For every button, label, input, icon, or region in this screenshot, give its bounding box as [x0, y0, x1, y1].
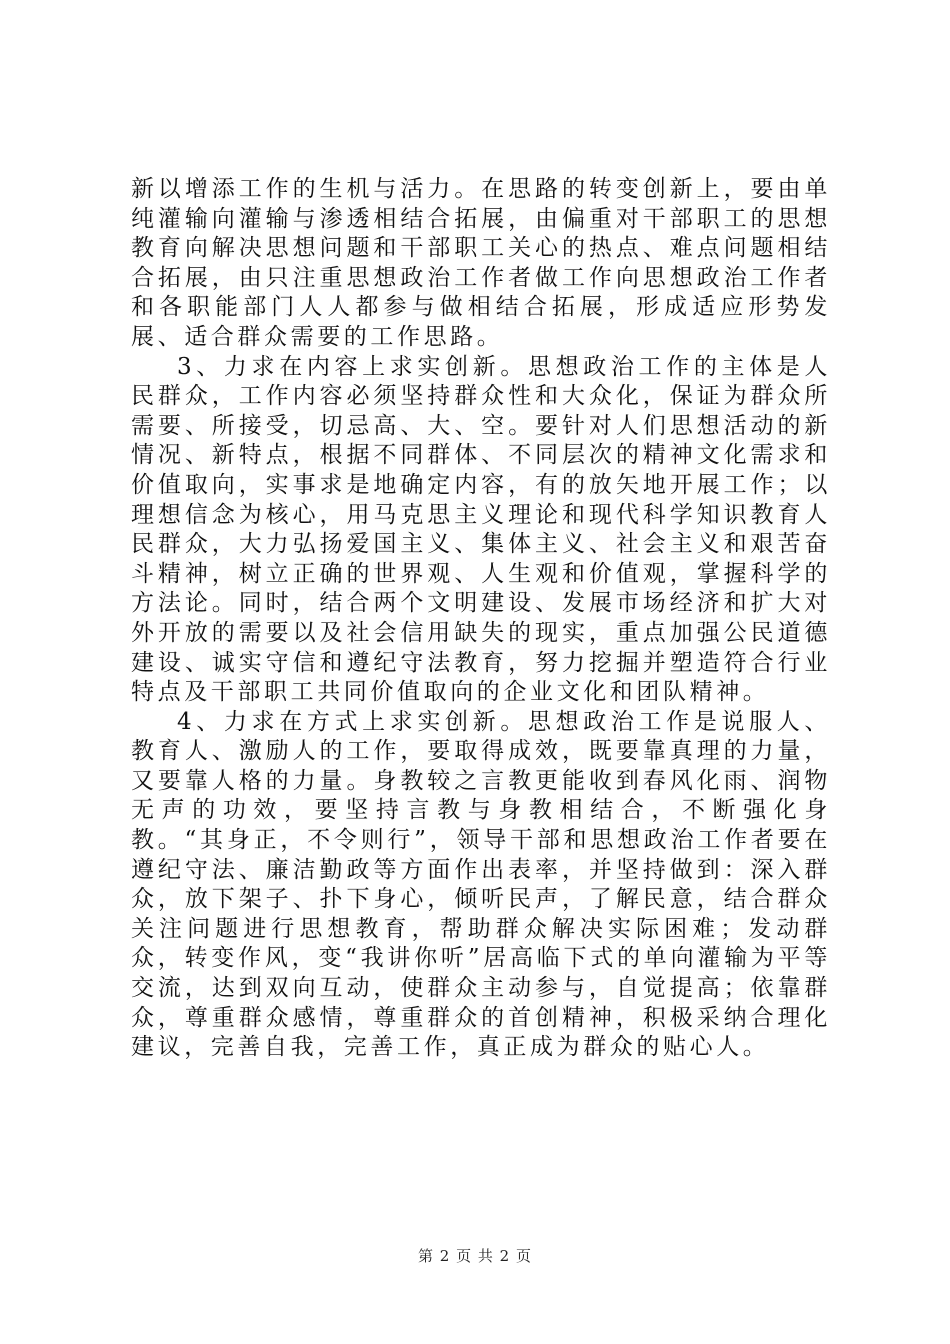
paragraph-method-innovation: 4、力求在方式上求实创新。思想政治工作是说服人、教育人、激励人的工作，要取得成效，既要靠真理的力量，又要靠人格的力量。身教较之言教更能收到春风化雨、润物无声的功效，要坚持言教与身教相结合，不断强化身教。“其身正，不令则行”，领导干部和思想政治工作者要在遵纪守法、廉洁勤政等方面作出表率，并坚持做到：深入群众，放下架子、扑下身心，倾听民声，了解民意，结合群众关注问题进行思想教育，帮助群众解决实际困难；发动群众，转变作风，变“我讲你听”居高临下式的单向灌输为平等交流，达到双向互动，使群众主动参与，自觉提高；依靠群众，尊重群众感情，尊重群众的首创精神，积极采纳合理化建议，完善自我，完善工作，真正成为群众的贴心人。: [131, 708, 831, 1061]
paragraph-continuation: 新以增添工作的生机与活力。在思路的转变创新上，要由单纯灌输向灌输与渗透相结合拓展，由偏重对干部职工的思想教育向解决思想问题和干部职工关心的热点、难点问题相结合拓展，由只注重思想政治工作者做工作向思想政治工作者和各职能部门人人都参与做相结合拓展，形成适应形势发展、适合群众需要的工作思路。: [131, 176, 831, 350]
page-footer: 第 2 页 共 2 页: [418, 1247, 532, 1265]
document-body: [131, 175, 831, 1063]
paragraph-content-innovation: 3、力求在内容上求实创新。思想政治工作的主体是人民群众，工作内容必须坚持群众性和大众化，保证为群众所需要、所接受，切忌高、大、空。要针对人们思想活动的新情况、新特点，根据不同群体、不同层次的精神文化需求和价值取向，实事求是地确定内容，有的放矢地开展工作；以理想信念为核心，用马克思主义理论和现代科学知识教育人民群众，大力弘扬爱国主义、集体主义、社会主义和艰苦奋斗精神，树立正确的世界观、人生观和价值观，掌握科学的方法论。同时，结合两个文明建设、发展市场经济和扩大对外开放的需要以及社会信用缺失的现实，重点加强公民道德建设、诚实守信和遵纪守法教育，努力挖掘并塑造符合行业特点及干部职工共同价值取向的企业文化和团队精神。: [131, 353, 831, 706]
